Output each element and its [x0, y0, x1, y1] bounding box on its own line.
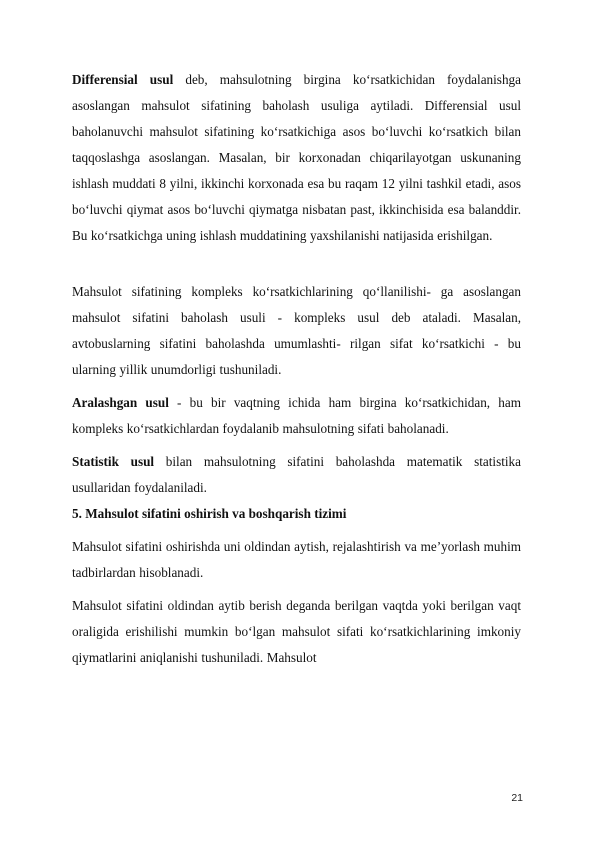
page-number: 21: [511, 792, 523, 804]
page-body: [72, 67, 521, 671]
paragraph-oldindan-aytib-berish: [72, 593, 521, 671]
paragraph-statistik-usul: [72, 449, 521, 501]
term-differensial-usul: Differensial usul: [72, 72, 174, 87]
paragraph-kompleks-usul: [72, 279, 521, 383]
paragraph-text: bilan mahsulotning sifatini baholashda matematik statistika usullaridan foydalaniladi.: [72, 454, 521, 495]
term-aralashgan-usul: Aralashgan usul: [72, 395, 169, 410]
paragraph-text: Mahsulot sifatini oshirishda uni oldindan aytish, rejalashtirish va me’yorlash muhim tadbirlardan hisoblanadi.: [72, 539, 521, 580]
paragraph-sifatni-oshirish: [72, 534, 521, 586]
paragraph-text: - bu bir vaqtning ichida ham birgina ko‘rsatkichidan, ham kompleks ko‘rsatkichlardan foydalanib mahsulotning sifati baholanadi.: [72, 395, 521, 436]
term-statistik-usul: Statistik usul: [72, 454, 155, 469]
paragraph-text: Mahsulot sifatini oldindan aytib berish deganda berilgan vaqtda yoki berilgan vaqt oraligida erishilishi mumkin bo‘lgan mahsulot sifati ko‘rsatkichlarining imkoniy qiymatlarini aniqlanishi tushuniladi. Mahsulot: [72, 598, 521, 665]
section-heading: 5. Mahsulot sifatini oshirish va boshqarish tizimi: [72, 506, 347, 521]
paragraph-text: deb, mahsulotning birgina ko‘rsatkichidan foydalanishga asoslangan mahsulot sifatining baholash usuliga aytiladi. Differensial usul baholanuvchi mahsulot sifatining ko‘rsatkichiga asos bo‘luvchi ko‘rsatkich bilan taqqoslashga asoslangan. Masalan, bir korxonadan chiqarilayotgan uskunaning ishlash muddati 8 yilni, ikkinchi korxonada esa bu raqam 12 yilni tashkil etadi, asos bo‘luvchi qiymat asos bo‘luvchi qiymatga nisbatan past, ikkinchisida esa balanddir. Bu ko‘rsatkichga uning ishlash muddatining yaxshilanishi natijasida erishilgan.: [72, 72, 521, 243]
paragraph-differensial-usul: [72, 67, 521, 249]
paragraph-text: Mahsulot sifatining kompleks ko‘rsatkichlarining qo‘llanilishi- ga asoslangan mahsulot sifatini baholash usuli - kompleks usul deb ataladi. Masalan, avtobuslarning sifatini baholashda umumlashti- rilgan sifat ko‘rsatkichi - bu ularning yillik unumdorligi tushuniladi.: [72, 284, 521, 377]
paragraph-aralashgan-usul: [72, 390, 521, 442]
